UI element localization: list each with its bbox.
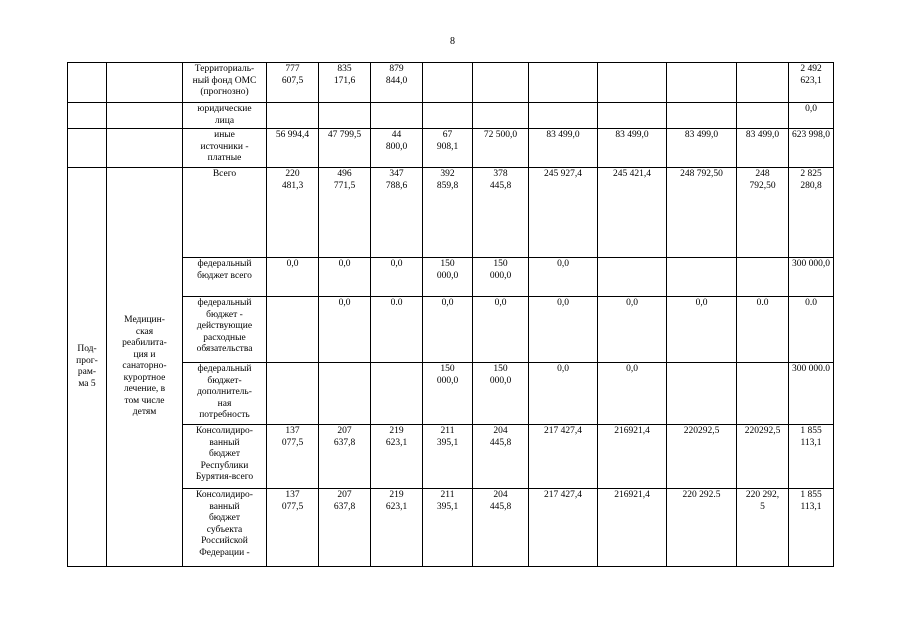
value-cell: 207 637,8 [319, 425, 371, 489]
value-cell: 879 844,0 [371, 63, 423, 103]
program-label: Под- прог- рам- ма 5 [68, 168, 107, 567]
value-cell [529, 63, 598, 103]
value-cell: 220292,5 [737, 425, 789, 489]
source-cell: Всего [183, 168, 267, 258]
source-cell: федеральный бюджет- дополнитель- ная потребность [183, 363, 267, 425]
value-cell: 496 771,5 [319, 168, 371, 258]
source-cell: юридические лица [183, 103, 267, 129]
table-row [68, 258, 834, 297]
total-cell: 2 492 623,1 [789, 63, 834, 103]
value-cell: 83 499,0 [667, 129, 737, 168]
value-cell: 217 427,4 [529, 489, 598, 567]
program-title-cell [107, 129, 183, 168]
value-cell: 0,0 [423, 297, 473, 363]
value-cell: 0,0 [371, 258, 423, 297]
value-cell: 0,0 [473, 297, 529, 363]
total-cell: 300 000.0 [789, 363, 834, 425]
value-cell: 220 292, 5 [737, 489, 789, 567]
value-cell: 47 799,5 [319, 129, 371, 168]
value-cell: 150 000,0 [473, 363, 529, 425]
value-cell [667, 63, 737, 103]
table-row [68, 425, 834, 489]
table-row [68, 129, 834, 168]
value-cell: 67 908,1 [423, 129, 473, 168]
program-label-cell [68, 129, 107, 168]
value-cell [371, 363, 423, 425]
value-cell: 0,0 [667, 297, 737, 363]
value-cell: 347 788,6 [371, 168, 423, 258]
value-cell [667, 103, 737, 129]
value-cell: 137 077,5 [267, 489, 319, 567]
value-cell: 0,0 [598, 363, 667, 425]
value-cell [598, 103, 667, 129]
value-cell: 248 792,50 [667, 168, 737, 258]
value-cell [598, 63, 667, 103]
table-row [68, 363, 834, 425]
value-cell: 0,0 [529, 297, 598, 363]
value-cell: 150 000,0 [423, 258, 473, 297]
value-cell: 0,0 [598, 297, 667, 363]
value-cell: 220292,5 [667, 425, 737, 489]
value-cell: 83 499,0 [598, 129, 667, 168]
value-cell: 0,0 [319, 258, 371, 297]
value-cell: 83 499,0 [737, 129, 789, 168]
value-cell [267, 363, 319, 425]
source-cell: Консолидиро- ванный бюджет Республики Бурятия-всего [183, 425, 267, 489]
value-cell: 150 000,0 [473, 258, 529, 297]
value-cell [267, 297, 319, 363]
value-cell: 0,0 [529, 363, 598, 425]
value-cell: 219 623,1 [371, 489, 423, 567]
value-cell: 0,0 [529, 258, 598, 297]
value-cell: 44 800,0 [371, 129, 423, 168]
value-cell: 56 994,4 [267, 129, 319, 168]
value-cell: 378 445,8 [473, 168, 529, 258]
value-cell: 0,0 [267, 258, 319, 297]
source-cell: Территориаль- ный фонд ОМС (прогнозно) [183, 63, 267, 103]
value-cell: 204 445,8 [473, 425, 529, 489]
value-cell: 211 395,1 [423, 425, 473, 489]
total-cell: 623 998,0 [789, 129, 834, 168]
value-cell: 150 000,0 [423, 363, 473, 425]
value-cell [423, 103, 473, 129]
value-cell [371, 103, 423, 129]
value-cell: 220 481,3 [267, 168, 319, 258]
value-cell: 220 292.5 [667, 489, 737, 567]
value-cell [319, 103, 371, 129]
budget-table-body [68, 63, 834, 567]
value-cell: 207 637,8 [319, 489, 371, 567]
table-row [68, 168, 834, 258]
value-cell: 245 927,4 [529, 168, 598, 258]
value-cell: 0.0 [371, 297, 423, 363]
total-cell: 1 855 113,1 [789, 425, 834, 489]
value-cell [667, 363, 737, 425]
budget-table [67, 62, 834, 567]
source-cell: иные источники - платные [183, 129, 267, 168]
value-cell: 777 607,5 [267, 63, 319, 103]
value-cell [737, 103, 789, 129]
value-cell: 72 500,0 [473, 129, 529, 168]
value-cell [737, 63, 789, 103]
program-title-cell [107, 63, 183, 103]
source-cell: федеральный бюджет - действующие расходные обязательства [183, 297, 267, 363]
table-row [68, 297, 834, 363]
program-label-cell [68, 63, 107, 103]
total-cell: 0.0 [789, 297, 834, 363]
value-cell: 217 427,4 [529, 425, 598, 489]
value-cell: 204 445,8 [473, 489, 529, 567]
value-cell [423, 63, 473, 103]
value-cell [529, 103, 598, 129]
value-cell [473, 63, 529, 103]
value-cell: 0,0 [319, 297, 371, 363]
value-cell: 83 499,0 [529, 129, 598, 168]
value-cell: 392 859,8 [423, 168, 473, 258]
value-cell: 216921,4 [598, 489, 667, 567]
value-cell [737, 258, 789, 297]
table-row [68, 63, 834, 103]
value-cell: 248 792,50 [737, 168, 789, 258]
value-cell: 216921,4 [598, 425, 667, 489]
program-label-cell [68, 103, 107, 129]
value-cell: 0.0 [737, 297, 789, 363]
total-cell: 300 000,0 [789, 258, 834, 297]
table-row [68, 489, 834, 567]
value-cell [319, 363, 371, 425]
value-cell [267, 103, 319, 129]
value-cell: 835 171,6 [319, 63, 371, 103]
program-title: Медицин- ская реабилита- ция и санаторно- курортное лечение, в том числе детям [107, 168, 183, 567]
total-cell: 1 855 113,1 [789, 489, 834, 567]
page-number: 8 [450, 36, 455, 47]
source-cell: федеральный бюджет всего [183, 258, 267, 297]
total-cell: 0,0 [789, 103, 834, 129]
value-cell: 211 395,1 [423, 489, 473, 567]
value-cell [598, 258, 667, 297]
value-cell [473, 103, 529, 129]
table-row [68, 103, 834, 129]
value-cell: 137 077,5 [267, 425, 319, 489]
source-cell: Консолидиро- ванный бюджет субъекта Российской Федерации - [183, 489, 267, 567]
value-cell [667, 258, 737, 297]
value-cell [737, 363, 789, 425]
value-cell: 219 623,1 [371, 425, 423, 489]
program-title-cell [107, 103, 183, 129]
value-cell: 245 421,4 [598, 168, 667, 258]
total-cell: 2 825 280,8 [789, 168, 834, 258]
